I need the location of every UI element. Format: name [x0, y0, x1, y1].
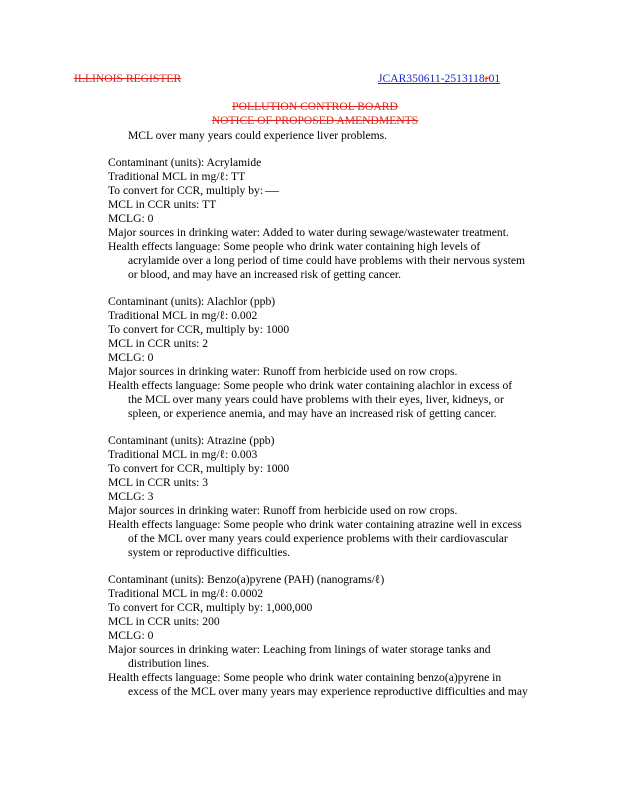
mcl-ccr-line: MCL in CCR units: TT	[108, 198, 217, 211]
board-title: POLLUTION CONTROL BOARD	[232, 100, 398, 113]
mclg-line: MCLG: 0	[108, 212, 154, 225]
convert-line: To convert for CCR, multiply by: 1000	[108, 323, 290, 336]
health-line-2: the MCL over many years could have problems with their eyes, liver, kidneys, or	[128, 393, 504, 406]
health-line-2: of the MCL over many years could experience problems with their cardiovascular	[128, 532, 508, 545]
jcar-prefix: JCAR350611-2513118	[378, 72, 485, 85]
mcl-ccr-line: MCL in CCR units: 200	[108, 615, 220, 628]
health-line-3: or blood, and may have an increased risk of getting cancer.	[128, 268, 401, 281]
health-line-1: Health effects language: Some people who drink water containing high levels of	[108, 240, 481, 253]
traditional-mcl-line: Traditional MCL in mg/ℓ: TT	[108, 170, 246, 183]
health-line-1: Health effects language: Some people who drink water containing atrazine well in excess	[108, 518, 522, 531]
contaminant-line: Contaminant (units): Acrylamide	[108, 156, 262, 169]
health-line-3: spleen, or experience anemia, and may have an increased risk of getting cancer.	[128, 407, 497, 420]
convert-line	[108, 184, 279, 198]
contaminant-line: Contaminant (units): Atrazine (ppb)	[108, 434, 275, 447]
traditional-mcl-line: Traditional MCL in mg/ℓ: 0.003	[108, 448, 258, 461]
sources-line: Major sources in drinking water: Runoff from herbicide used on row crops.	[108, 365, 458, 378]
jcar-reference-link[interactable]	[378, 72, 500, 86]
jcar-suffix: 01	[488, 72, 501, 85]
notice-title: NOTICE OF PROPOSED AMENDMENTS	[211, 114, 419, 127]
mcl-ccr-line: MCL in CCR units: 2	[108, 337, 209, 350]
register-title-struck: ILLINOIS REGISTER	[74, 72, 182, 85]
convert-text: To convert for CCR, multiply by:	[108, 184, 264, 197]
mcl-ccr-line: MCL in CCR units: 3	[108, 476, 209, 489]
sources-line-2: distribution lines.	[128, 657, 210, 670]
traditional-mcl-line: Traditional MCL in mg/ℓ: 0.0002	[108, 587, 264, 600]
contaminant-line: Contaminant (units): Benzo(a)pyrene (PAH) (nanograms/ℓ)	[108, 573, 385, 586]
mclg-line: MCLG: 0	[108, 629, 154, 642]
mclg-line: MCLG: 0	[108, 351, 154, 364]
sources-line: Major sources in drinking water: Runoff from herbicide used on row crops.	[108, 504, 458, 517]
mclg-line: MCLG: 3	[108, 490, 154, 503]
convert-line: To convert for CCR, multiply by: 1,000,000	[108, 601, 313, 614]
health-line-1: Health effects language: Some people who drink water containing alachlor in excess of	[108, 379, 513, 392]
health-line-2: acrylamide over a long period of time could have problems with their nervous system	[128, 254, 525, 267]
intro-continuation: MCL over many years could experience liver problems.	[128, 129, 388, 142]
health-line-1: Health effects language: Some people who drink water containing benzo(a)pyrene in	[108, 671, 502, 684]
sources-line-1: Major sources in drinking water: Leaching from linings of water storage tanks and	[108, 643, 491, 656]
sources-line: Major sources in drinking water: Added to water during sewage/wastewater treatment.	[108, 226, 509, 239]
traditional-mcl-line: Traditional MCL in mg/ℓ: 0.002	[108, 309, 258, 322]
jcar-struck-char: r	[484, 72, 489, 85]
health-line-3: system or reproductive difficulties.	[128, 546, 291, 559]
convert-line: To convert for CCR, multiply by: 1000	[108, 462, 290, 475]
contaminant-line: Contaminant (units): Alachlor (ppb)	[108, 295, 276, 308]
health-line-2: excess of the MCL over many years may experience reproductive difficulties and may	[128, 685, 528, 698]
deletion-dash	[265, 191, 279, 192]
